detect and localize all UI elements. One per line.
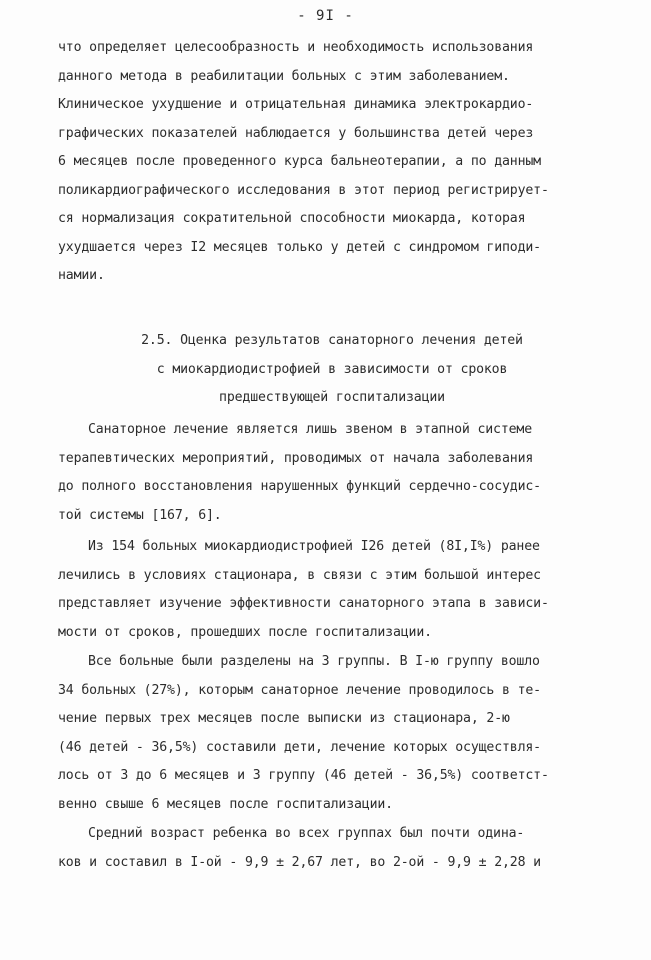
text-line: что определяет целесообразность и необходимость использования xyxy=(58,40,534,55)
heading-line: с миокардиодистрофией в зависимости от сроков xyxy=(156,361,508,377)
text-line: 6 месяцев после проведенного курса бальнеотерапии, а по данным xyxy=(58,154,541,169)
text-line: (46 детей - 36,5%) составили дети, лечение которых осуществля- xyxy=(58,739,541,755)
text-line: поликардиографического исследования в этот период регистрирует- xyxy=(58,182,549,198)
text-line: Клиническое ухудшение и отрицательная динамика электрокардио- xyxy=(58,97,534,112)
text-line: Из 154 больных миокардиодистрофией I26 детей (8I,I%) ранее xyxy=(88,539,540,554)
section-heading xyxy=(58,327,606,413)
text-line: Все больные были разделены на 3 группы. В I-ю группу вошло xyxy=(88,654,540,669)
text-line: данного метода в реабилитации больных с этим заболеванием. xyxy=(58,68,510,84)
text-line: намии. xyxy=(58,268,105,283)
paragraph-2 xyxy=(58,416,606,530)
paragraph-1 xyxy=(58,34,606,291)
paragraph-3 xyxy=(58,533,606,647)
text-line: графических показателей наблюдается у большинства детей через xyxy=(58,125,534,141)
text-line: представляет изучение эффективности санаторного этапа в зависи- xyxy=(58,596,549,611)
text-line: той системы [167, 6]. xyxy=(58,507,222,523)
text-line: лось от 3 до 6 месяцев и 3 группу (46 детей - 36,5%) соответст- xyxy=(58,768,549,783)
text-line: ков и составил в I-ой - 9,9 ± 2,67 лет, во 2-ой - 9,9 ± 2,28 и xyxy=(58,854,541,870)
text-line: чение первых трех месяцев после выписки из стационара, 2-ю xyxy=(58,711,510,726)
text-line: Санаторное лечение является лишь звеном в этапной системе xyxy=(88,422,533,437)
text-line: лечились в условиях стационара, в связи с этим большой интерес xyxy=(58,567,541,583)
text-line: венно свыше 6 месяцев после госпитализации. xyxy=(58,796,393,812)
paragraph-4 xyxy=(58,648,606,819)
text-line: ся нормализация сократительной способности миокарда, которая xyxy=(58,211,526,226)
text-line: 34 больных (27%), которым санаторное лечение проводилось в те- xyxy=(58,682,541,698)
heading-line: 2.5. Оценка результатов санаторного лечения детей xyxy=(141,333,523,348)
page-number: - 9I - xyxy=(297,8,354,24)
heading-line: предшествующей госпитализации xyxy=(219,390,445,405)
text-line: до полного восстановления нарушенных функций сердечно-сосудис- xyxy=(58,479,541,494)
paragraph-5 xyxy=(58,820,606,877)
text-line: ухудшается через I2 месяцев только у детей с синдромом гиподи- xyxy=(58,239,541,255)
text-line: Средний возраст ребенка во всех группах был почти одина- xyxy=(88,826,525,841)
text-line: терапевтических мероприятий, проводимых от начала заболевания xyxy=(58,450,534,466)
text-line: мости от сроков, прошедших после госпитализации. xyxy=(58,624,432,640)
